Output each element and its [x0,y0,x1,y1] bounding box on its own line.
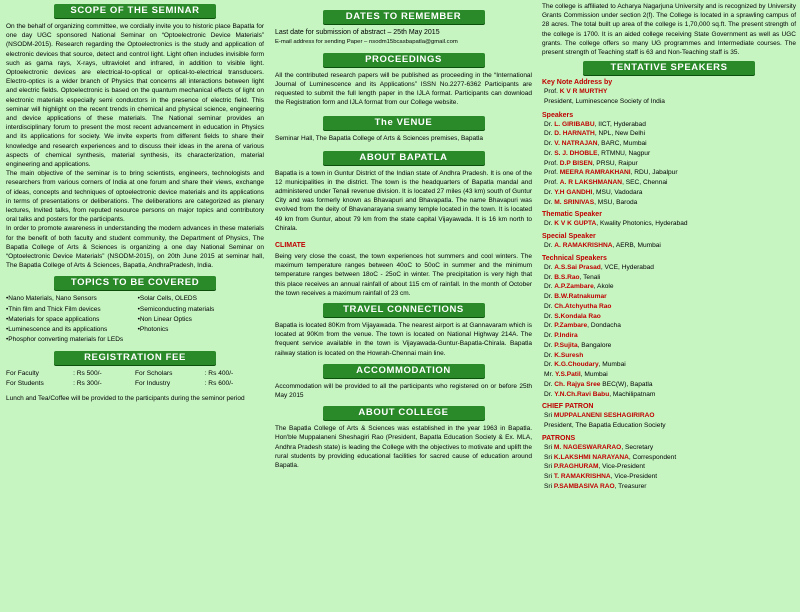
patrons-list [542,443,796,492]
speaker-name: Ch.Atchyutha Rao [554,302,612,310]
fee-heading: REGISTRATION FEE [54,351,216,365]
speaker-row [542,370,796,380]
speaker-name: L. GIRIBABU [554,120,595,128]
speaker-affiliation: , SEC, Chennai [622,179,668,187]
fee-value: : Rs 600/- [204,379,234,387]
speaker-affiliation: , Mumbai [580,371,608,379]
speaker-affiliation: , NPL, New Delhi [594,130,646,138]
topics-heading: TOPICS TO BE COVERED [54,276,216,290]
speaker-row [542,282,796,292]
speaker-name: S.Kondala Rao [554,312,601,320]
speaker-name: A.S.Sai Prasad [554,263,601,271]
venue-heading: The VENUE [323,116,485,130]
speaker-name: S. J. DHOBLE [554,149,598,157]
fee-label: For Students [6,379,44,387]
speaker-row [542,331,796,341]
speaker-affiliation: , Vice-President [598,463,645,471]
fee-label: For Scholars [134,369,173,377]
speaker-title: Dr. [544,283,553,291]
thematic-label: Thematic Speaker [542,211,602,219]
fee-label: For Faculty [6,369,39,377]
speaker-name: MEERA RAMRAKHANI [559,169,631,177]
speaker-affiliation: , Treasurer [614,482,647,490]
speaker-affiliation: , Correspondent [628,453,677,461]
column-middle [268,0,536,612]
chief-patron: Sri MUPPALANENI SESHAGIRIRAO [544,412,655,420]
speaker-title: Sri [544,473,553,481]
speaker-title: Dr. [544,263,553,271]
fee-note: Lunch and Tea/Coffee will be provided to the participants during the seminor period [6,394,245,402]
speaker-title: Dr. [544,322,553,330]
speaker-name: K.LAKSHMI NARAYANA [553,453,629,461]
speaker-name: A.P.Zambare [554,283,594,291]
speaker-name: B.W.Ratnakumar [554,293,607,301]
speaker-name: V. NATRAJAN [554,140,598,148]
speaker-title: Prof. [544,179,558,187]
keynote-affiliation: President, Luminescence Society of India [544,97,665,105]
speaker-title: Dr. [544,273,553,281]
speaker-affiliation: , MSU, Baroda [594,198,638,206]
climate-text: Being very close the coast, the town experiences hot summers and cool winters. The maximum temperature ranges between 40oC to 50oC in summer and the minimum temperature ranges between 18oC - 25oC in winter. The precipitation is very high that this place receives an annual rainfall of about 115 cm of rainfall. In the month of October the town receives a maximum rainfall of 23 cm. [275,252,532,297]
speaker-row [542,443,796,453]
speaker-name: P.RAGHURAM [553,463,599,471]
speaker-row [542,453,796,463]
topic-item: • Solar Cells, OLEDS [138,294,264,304]
speaker-row [542,360,796,370]
keynote-speaker: Prof. K V R MURTHY [544,88,608,96]
speaker-row [542,188,796,198]
speaker-row [542,482,796,492]
fee-table [6,369,264,389]
fee-value: : Rs 300/- [73,379,102,387]
about-college-text: The Bapatla College of Arts & Sciences was established in the year 1963 in Bapatla. Hon'ble Muppalaneni Sheshagiri Rao (President, Bapatla Education Society & Ex. MLA, Andhra Pradesh state) is leading the College with the objectives to motivate and uplift the rural students by providing educational facilities for sacred cause of education around Bapatla. [275,425,532,469]
scope-para-3: In order to promote awareness in understanding the modern advances in these materials for the benefit of both faculty and student community, the Department of Physics, The Bapatla College of Arts & Sciences is organizing a one day National Seminar on “Optoelectronic Device Materials” (NSODM-2015), on 20th June 2015 at seminar hall, The Bapatla College of Arts & Sciences, Bapatla, AndhraPradesh, India. [6,225,264,270]
speaker-affiliation: , Akole [593,283,614,291]
venue-text: Seminar Hall, The Bapatla College of Arts & Sciences premises, Bapatla [275,135,483,143]
speaker-row [542,159,796,169]
thematic-speaker: Dr. K V K GUPTA, Kwality Photonics, Hyderabad [544,220,688,228]
proceedings-text: All the contributed research papers will be published as proceeding in the “International Journal of Luminescence and its Applications” ISSN No.2277-6362 Participants are requested to submit the full length paper in the IJLA format. Participants can download the Registration form and IJLA format from our College website. [275,71,532,107]
speakers-heading: TENTATIVE SPEAKERS [583,61,755,75]
speaker-title: Dr. [544,188,553,196]
speaker-title: Mr. [544,371,554,379]
special-speaker: Dr. A. RAMAKRISHNA, AERB, Mumbai [544,242,661,250]
speaker-name: Y.S.Patil [555,371,581,379]
climate-heading: CLIMATE [275,241,306,249]
speaker-title: Dr. [544,390,553,398]
fee-value: : Rs 500/- [73,369,102,377]
column-left [0,0,268,612]
topic-item: • Thin film and Thick Film devices [6,305,138,315]
speaker-name: M. SRINIVAS [554,198,595,206]
special-label: Special Speaker [542,233,596,241]
topic-item: • Phosphor converting materials for LEDs [6,335,264,345]
speaker-title: Dr. [544,312,553,320]
speaker-name: P.SAMBASIVA RAO [553,482,615,490]
speaker-title: Dr. [544,361,553,369]
speaker-title: Dr. [544,332,553,340]
speaker-name: P.Sujita [554,341,578,349]
travel-text: Bapatla is located 80Km from Vijayawada. The nearest airport is at Gannavaram which is located at 90Km from the venue. The town is located on National Highway 214A. The frequent service available in the town is Vijayawada-Guntur-Bapatla-Chirala. Bapatla railway station is located on the Howrah-Chennai main line. [275,321,532,357]
speaker-row [542,263,796,273]
speaker-name: M. NAGESWARARAO [553,443,622,451]
speaker-row [542,292,796,302]
scope-para-2: The main objective of the seminar is to bring scientists, engineers, technologists and researchers from various corners of India at one forum and share their views, exchange of ideas, concepts and techniques of optoelectronic device materials and its applications in terms of presentations or deliberations. The deliberations are categorized as plenary lectures, Invited talks, from reputed resource persons on major topics and contributory oral talks and posters for the participants. [6,170,264,224]
speaker-name: Ch. Rajya Sree [554,380,601,388]
speaker-affiliation: , IICT, Hyderabad [594,120,646,128]
speaker-title: Dr. [544,130,553,138]
topic-item: • Photonics [138,325,264,335]
speaker-title: Dr. [544,380,553,388]
speaker-title: Dr. [544,149,553,157]
speaker-affiliation: , Mumbai [598,361,626,369]
speaker-title: Sri [544,453,553,461]
speaker-row [542,168,796,178]
topic-item: • Luminescence and its applications [6,325,138,335]
keynote-label: Key Note Address by [542,79,613,87]
speaker-name: T. RAMAKRISHNA [553,473,611,481]
proceedings-heading: PROCEEDINGS [323,53,485,67]
speaker-row [542,139,796,149]
chief-patron-affiliation: President, The Bapatla Education Society [544,422,666,430]
speaker-row [542,120,796,130]
speaker-name: D.P BISEN [559,159,593,167]
chief-patron-label: CHIEF PATRON [542,403,594,411]
speaker-row [542,198,796,208]
about-college-heading: ABOUT COLLEGE [323,406,485,420]
dates-heading: DATES TO REMEMBER [323,10,485,24]
speaker-affiliation: , Machilipatnam [609,390,656,398]
speaker-name: K.Suresh [554,351,584,359]
dates-abstract: Last date for submission of abstract – 25th May 2015 [275,29,440,36]
speaker-name: K.G.Choudary [554,361,599,369]
speaker-title: Prof. [544,159,558,167]
speaker-affiliation: , Secretary [621,443,654,451]
speaker-title: Sri [544,463,553,471]
speaker-title: Dr. [544,302,553,310]
speaker-title: Sri [544,443,553,451]
speaker-row [542,321,796,331]
speaker-row [542,178,796,188]
topic-item: • Nano Materials, Nano Sensors [6,294,138,304]
speaker-affiliation: , RDU, Jabalpur [630,169,678,177]
speaker-title: Dr. [544,120,553,128]
speaker-affiliation: , BARC, Mumbai [597,140,647,148]
speaker-title: Dr. [544,293,553,301]
speaker-affiliation: , PRSU, Raipur [592,159,638,167]
technical-label: Technical Speakers [542,254,607,262]
dates-email: E-mail address for sending Paper – nsodm15bcasbapatla@gmail.com [275,39,458,45]
speaker-row [542,149,796,159]
speaker-row [542,390,796,400]
topic-item: • Materials for space applications [6,315,138,325]
travel-heading: TRAVEL CONNECTIONS [323,303,485,317]
speaker-name: Y.N.Ch.Ravi Babu [554,390,610,398]
speaker-row [542,351,796,361]
about-bapatla-heading: ABOUT BAPATLA [323,151,485,165]
speaker-affiliation: , RTMNU, Nagpur [597,149,651,157]
technical-speakers-list [542,263,796,400]
speaker-name: B.S.Rao [554,273,580,281]
topics-list [6,294,264,345]
accommodation-heading: ACCOMMODATION [323,364,485,378]
speaker-name: A. R LAKSHMANAN [559,179,623,187]
speaker-name: Y.H GANDHI [554,188,593,196]
speaker-row [542,472,796,482]
column-right [536,0,800,612]
college-continued-text: The college is affiliated to Acharya Nagarjuna University and is recognized by University Grants Commission under section 2(f). The College is located in a sprawling campus of 28 acres. The total built up area of the college is 1,70,000 sq.ft. The present strength of the college is 1700. It is an aided college receiving State Government as well as UGC grants. The college offers so many UG programmes and Intermediate courses. The present strength of Teaching staff is 63 and Non-Teaching staff is 35. [542,3,796,57]
speaker-title: Dr. [544,351,553,359]
topic-item: • Non Linear Optics [138,315,264,325]
speaker-affiliation: , Dondacha [587,322,621,330]
scope-para-1: On the behalf of organizing committee, we cordially invite you to historic place Bapatla for one day UGC sponsored National Seminar on “Optoelectronic Device Materials” (NSODM-2015). Research regarding the Optoelectronics is the study and application of electronic devices that source, detect and control light. Light often includes invisible form such as gama rays, X-rays, ultraviolet and infrared, in addition to visible light. Optoelectronic devices are electrical-to-optical or optical-to-electrical transducers. Electro-optics is a wider branch of Physics that concerns all interactions between light and electric fields. Optoelectronic is based on the quantum mechanical effects of light on electronic materials especially semi conductors in the presence of electric field. This seminar will highlight on the recent trends in chemical and physical science, engineering and device applications of these materials. The National seminar provides an interdisciplinary forum to present the most recent advancement in education in Physics and its applications for society. We invite experts from different fields to share their knowledge and research experiences and to discuss their ideas in the arena of various aspects of chemical synthesis, material synthesis, its characterization, material engineering and applications. [6,23,264,169]
speaker-title: Sri [544,482,553,490]
speaker-row [542,462,796,472]
speaker-title: Dr. [544,198,553,206]
speaker-affiliation: BEC(W), Bapatla [600,380,653,388]
patrons-label: PATRONS [542,434,576,442]
speaker-affiliation: , MSU, Vadodara [592,188,643,196]
speaker-title: Prof. [544,169,558,177]
speaker-row [542,341,796,351]
speaker-name: P.Indira [554,332,578,340]
speaker-row [542,312,796,322]
accommodation-text: Accommodation will be provided to all the participants who registered on or before 25th May 2015 [275,382,532,399]
speaker-affiliation: , Bangalore [577,341,612,349]
speaker-name: D. HARNATH [554,130,595,138]
speaker-affiliation: , VCE, Hyderabad [600,263,654,271]
topic-item: • Semiconducting materials [138,305,264,315]
speakers-list [542,120,796,208]
speaker-row [542,380,796,390]
scope-heading: SCOPE OF THE SEMINAR [54,4,216,18]
fee-label: For Industry [134,379,171,387]
speaker-title: Dr. [544,140,553,148]
speaker-row [542,302,796,312]
speaker-row [542,129,796,139]
about-bapatla-text: Bapatla is a town in Guntur District of the Indian state of Andhra Pradesh. It is one of the 12 municipalities in the district. The town is the headquarters of Bapatla mandal and administered under Tenali revenue division. It is located 27 miles (43 km) south of Guntur City and was formerly known as Bhavapuri and Bhavapatla. The name Bhavapuri was evolved from the deity of Bhavanarayana swamy temple located in the town. It is located 49 km from Guntur, about 79 km from the state capital Vijayawada. It is 16 km north to Chirala. [275,169,532,232]
speaker-affiliation: , Vice-President [610,473,658,481]
speaker-affiliation: , Tenali [579,273,601,281]
speaker-row [542,273,796,283]
speaker-title: Dr. [544,341,553,349]
speaker-name: P.Zambare [554,322,588,330]
fee-value: : Rs 400/- [204,369,234,377]
speakers-label: Speakers [542,111,574,119]
